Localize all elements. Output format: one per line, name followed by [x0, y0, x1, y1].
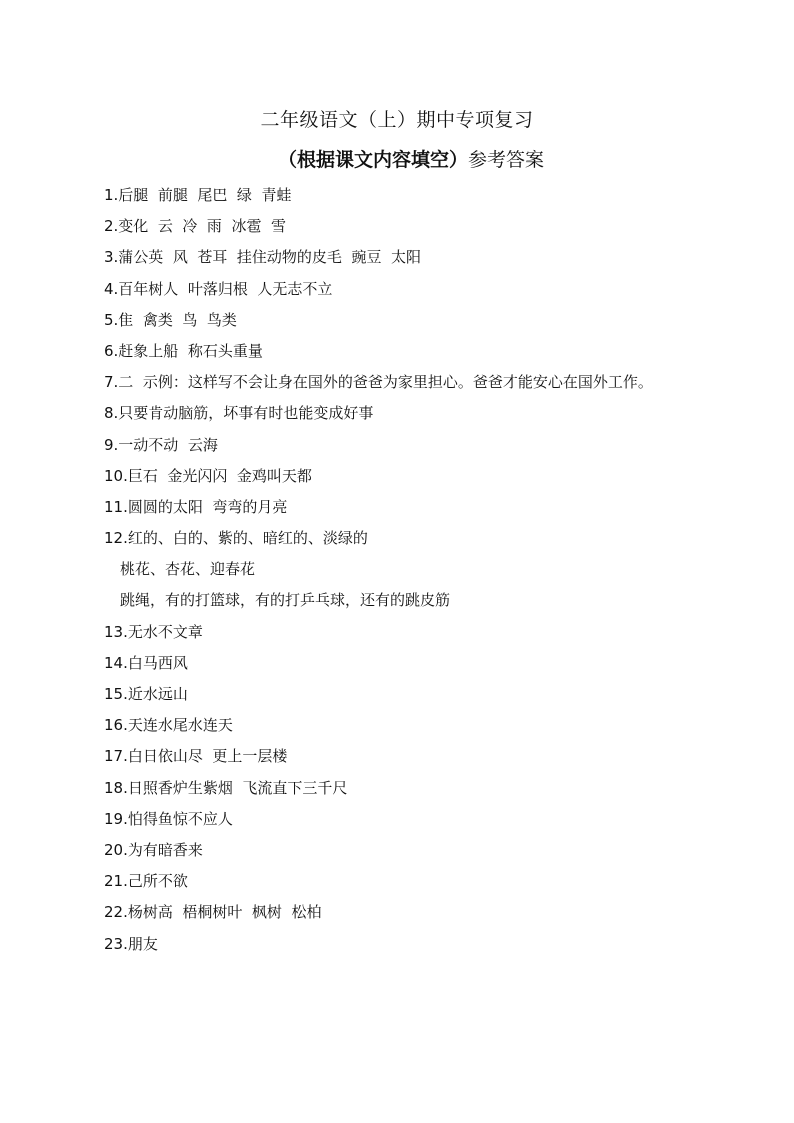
answer-item-8: 8.只要肯动脑筋，坏事有时也能变成好事 — [104, 404, 374, 423]
answer-item-15: 15.近水远山 — [104, 685, 188, 703]
document-title: 二年级语文（上）期中专项复习 — [260, 109, 534, 131]
answer-item-21: 21.己所不欲 — [104, 872, 188, 891]
answer-item-17: 17.白日依山尽 更上一层楼 — [104, 747, 288, 766]
subtitle-rest-part: 参考答案 — [468, 149, 545, 171]
answer-item-5: 5.隹 禽类 鸟 鸟类 — [104, 310, 237, 329]
subtitle-bold-part: （根据课文内容填空） — [277, 149, 468, 171]
answer-item-14: 14.白马西风 — [104, 653, 188, 672]
answer-item-16: 16.天连水尾水连天 — [104, 716, 233, 735]
answer-item-10: 10.巨石 金光闪闪 金鸡叫天都 — [104, 466, 312, 485]
answer-item-19: 19.怕得鱼惊不应人 — [104, 809, 233, 828]
answer-item-13: 13.无水不文章 — [104, 622, 203, 641]
answer-item-12-line-3: 跳绳，有的打篮球，有的打乒乓球，还有的跳皮筋 — [120, 591, 451, 610]
answer-item-22: 22.杨树高 梧桐树叶 枫树 松柏 — [104, 903, 322, 922]
answer-list — [104, 181, 764, 961]
answer-item-9: 9.一动不动 云海 — [104, 435, 218, 454]
answer-item-12-line-2: 桃花、杏花、迎春花 — [120, 560, 256, 579]
answer-item-23: 23.朋友 — [104, 934, 158, 953]
answer-item-2: 2.变化 云 冷 雨 冰雹 雪 — [104, 217, 286, 236]
answer-item-12: 12.红的、白的、紫的、暗红的、淡绿的 — [104, 529, 368, 548]
answer-item-7: 7.二 示例：这样写不会让身在国外的爸爸为家里担心。爸爸才能安心在国外工作。 — [104, 373, 653, 392]
answer-item-4: 4.百年树人 叶落归根 人无志不立 — [104, 279, 333, 298]
answer-item-6: 6.赶象上船 称石头重量 — [104, 341, 263, 360]
answer-item-3: 3.蒲公英 风 苍耳 挂住动物的皮毛 豌豆 太阳 — [104, 248, 421, 267]
answer-item-18: 18.日照香炉生紫烟 飞流直下三千尺 — [104, 778, 348, 797]
answer-item-1: 1.后腿 前腿 尾巴 绿 青蛙 — [104, 186, 292, 204]
document-subtitle — [0, 146, 794, 174]
answer-item-11: 11.圆圆的太阳 弯弯的月亮 — [104, 497, 288, 516]
answer-item-20: 20.为有暗香来 — [104, 840, 203, 859]
